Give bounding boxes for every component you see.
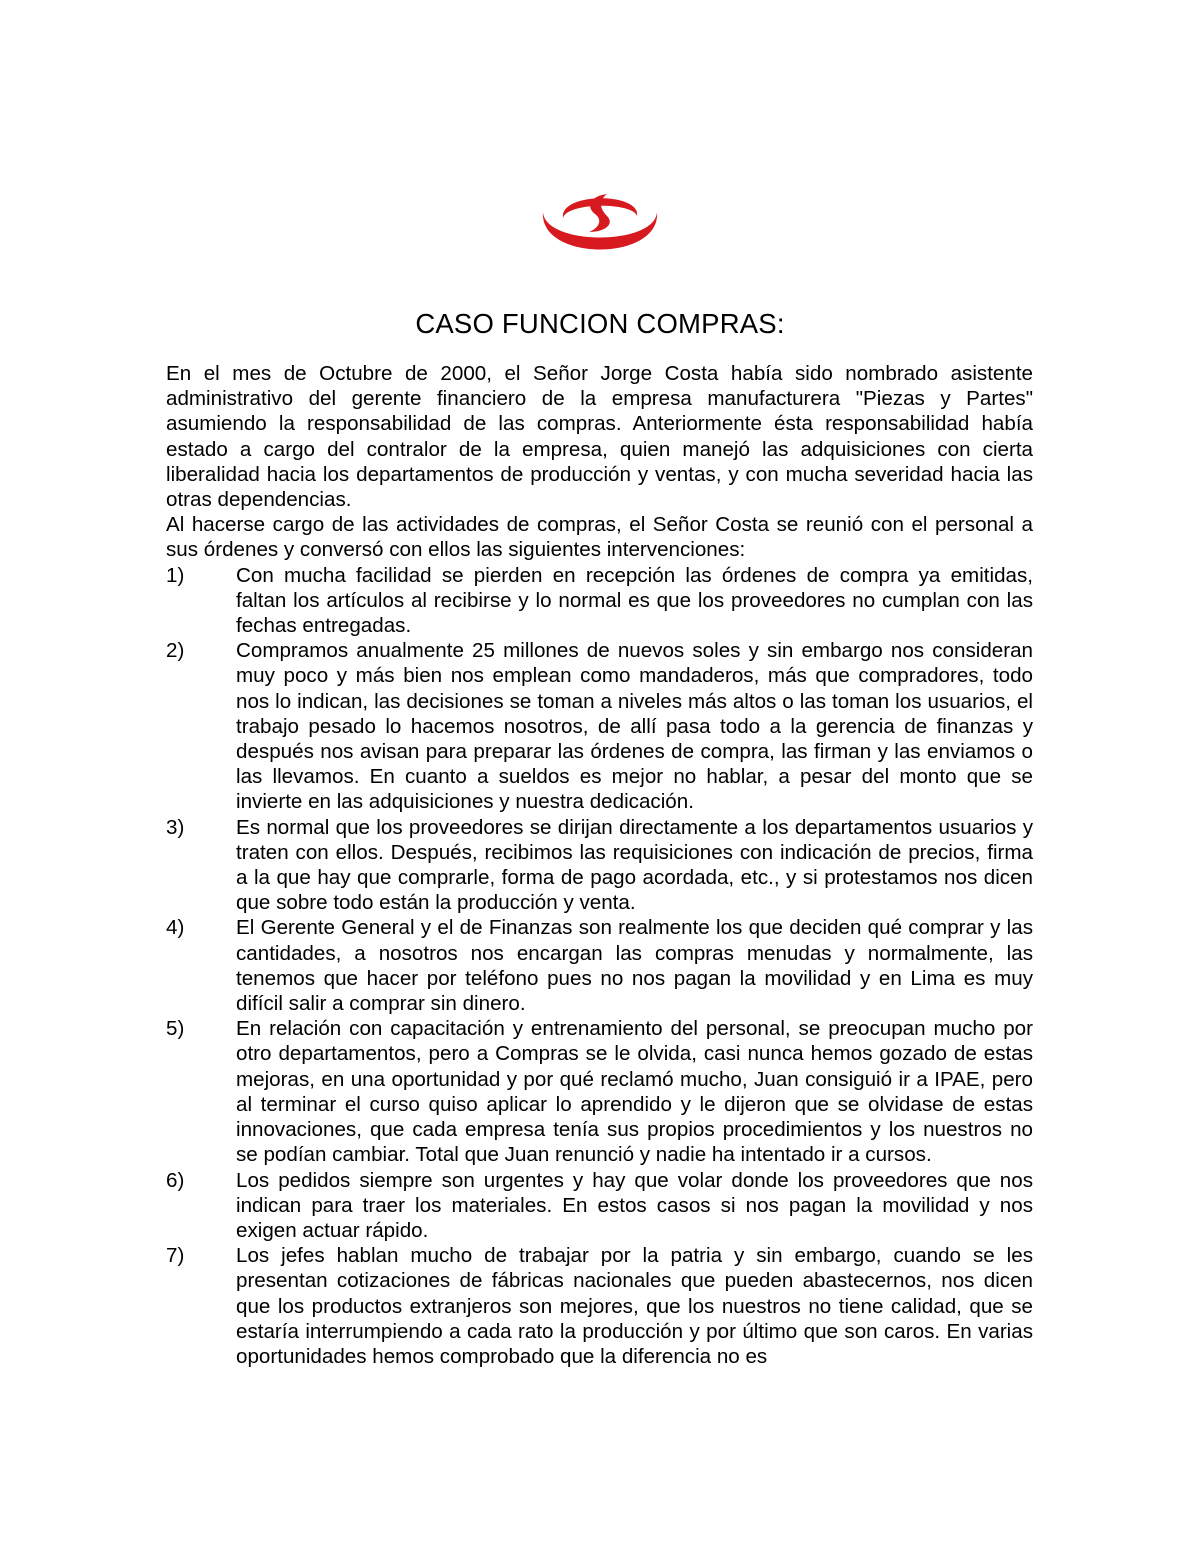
list-item-text: Los jefes hablan mucho de trabajar por la patria y sin embargo, cuando se les presentan cotizaciones de fábricas nacionales que pueden abastecernos, nos dicen que los productos extranjeros son mejores, que los nuestros no tiene calidad, que se estaría interrumpiendo a cada rato la producción y por último que son caros. En varias oportunidades hemos comprobado que la diferencia no es [236,1244,1033,1368]
list-item-text: El Gerente General y el de Finanzas son realmente los que deciden qué comprar y las cantidades, a nosotros nos encargan las compras menudas y normalmente, las tenemos que hacer por teléfono pues no nos pagan la movilidad y en Lima es muy difícil salir a comprar sin dinero. [236,916,1033,1016]
list-item-number: 6) [166,1168,185,1192]
list-item-number: 4) [166,916,185,940]
list-item-text: Con mucha facilidad se pierden en recepción las órdenes de compra ya emitidas, faltan los artículos al recibirse y lo normal es que los proveedores no cumplan con las fechas entregadas. [236,563,1033,638]
meeting-paragraph: Al hacerse cargo de las actividades de compras, el Señor Costa se reunió con el personal a sus órdenes y conversó con ellos las siguientes intervenciones: [166,513,1033,562]
list-item [166,915,1033,1016]
interventions-list [166,563,1033,1370]
list-item [166,1243,1033,1369]
list-item-number: 7) [166,1244,185,1268]
list-item [166,1168,1033,1244]
intro-paragraph: En el mes de Octubre de 2000, el Señor Jorge Costa había sido nombrado asistente administrativo del gerente financiero de la empresa manufacturera "Piezas y Partes" asumiendo la responsabilidad de las compras. Anteriormente ésta responsabilidad había estado a cargo del contralor de la empresa, quien manejó las adquisiciones con cierta liberalidad hacia los departamentos de producción y ventas, y con mucha severidad hacia las otras dependencias. [166,362,1033,512]
list-item [166,815,1033,916]
list-item-number: 5) [166,1017,185,1041]
list-item-text: Es normal que los proveedores se dirijan directamente a los departamentos usuarios y traten con ellos. Después, recibimos las requisiciones con indicación de precios, firma a la que hay que comprarle, forma de pago acordada, etc., y si protestamos nos dicen que sobre todo están la producción y venta. [236,815,1033,915]
university-s-logo-icon [537,188,663,258]
list-item-text: Los pedidos siempre son urgentes y hay que volar donde los proveedores que nos indican para traer los materiales. En estos casos si nos pagan la movilidad y nos exigen actuar rápido. [236,1168,1033,1242]
list-item-text: Compramos anualmente 25 millones de nuevos soles y sin embargo nos consideran muy poco y más bien nos emplean como mandaderos, más que compradores, todo nos lo indican, las decisiones se toman a niveles más altos o las toman los usuarios, el trabajo pesado lo hacemos nosotros, de allí pasa todo a la gerencia de finanzas y después nos avisan para preparar las órdenes de compra, las firman y las enviamos o las llevamos. En cuanto a sueldos es mejor no hablar, a pesar del monto que se invierte en las adquisiciones y nuestra dedicación. [236,639,1033,814]
list-item-text: En relación con capacitación y entrenamiento del personal, se preocupan mucho por otro departamentos, pero a Compras se le olvida, casi nunca hemos gozado de estas mejoras, en una oportunidad y por qué reclamó mucho, Juan consiguió ir a IPAE, pero al terminar el curso quiso aplicar lo aprendido y le dijeron que se olvidase de estas innovaciones, que cada empresa tenía sus propios procedimientos y los nuestros no se podían cambiar. Total que Juan renunció y nadie ha intentado ir a cursos. [236,1017,1033,1167]
list-item [166,563,1033,639]
list-item-number: 1) [166,563,185,587]
document-body [166,361,1033,1369]
list-item [166,1016,1033,1167]
list-item-number: 3) [166,815,185,839]
list-item-number: 2) [166,639,185,663]
list-item [166,638,1033,814]
document-title: CASO FUNCION COMPRAS: [415,308,785,339]
